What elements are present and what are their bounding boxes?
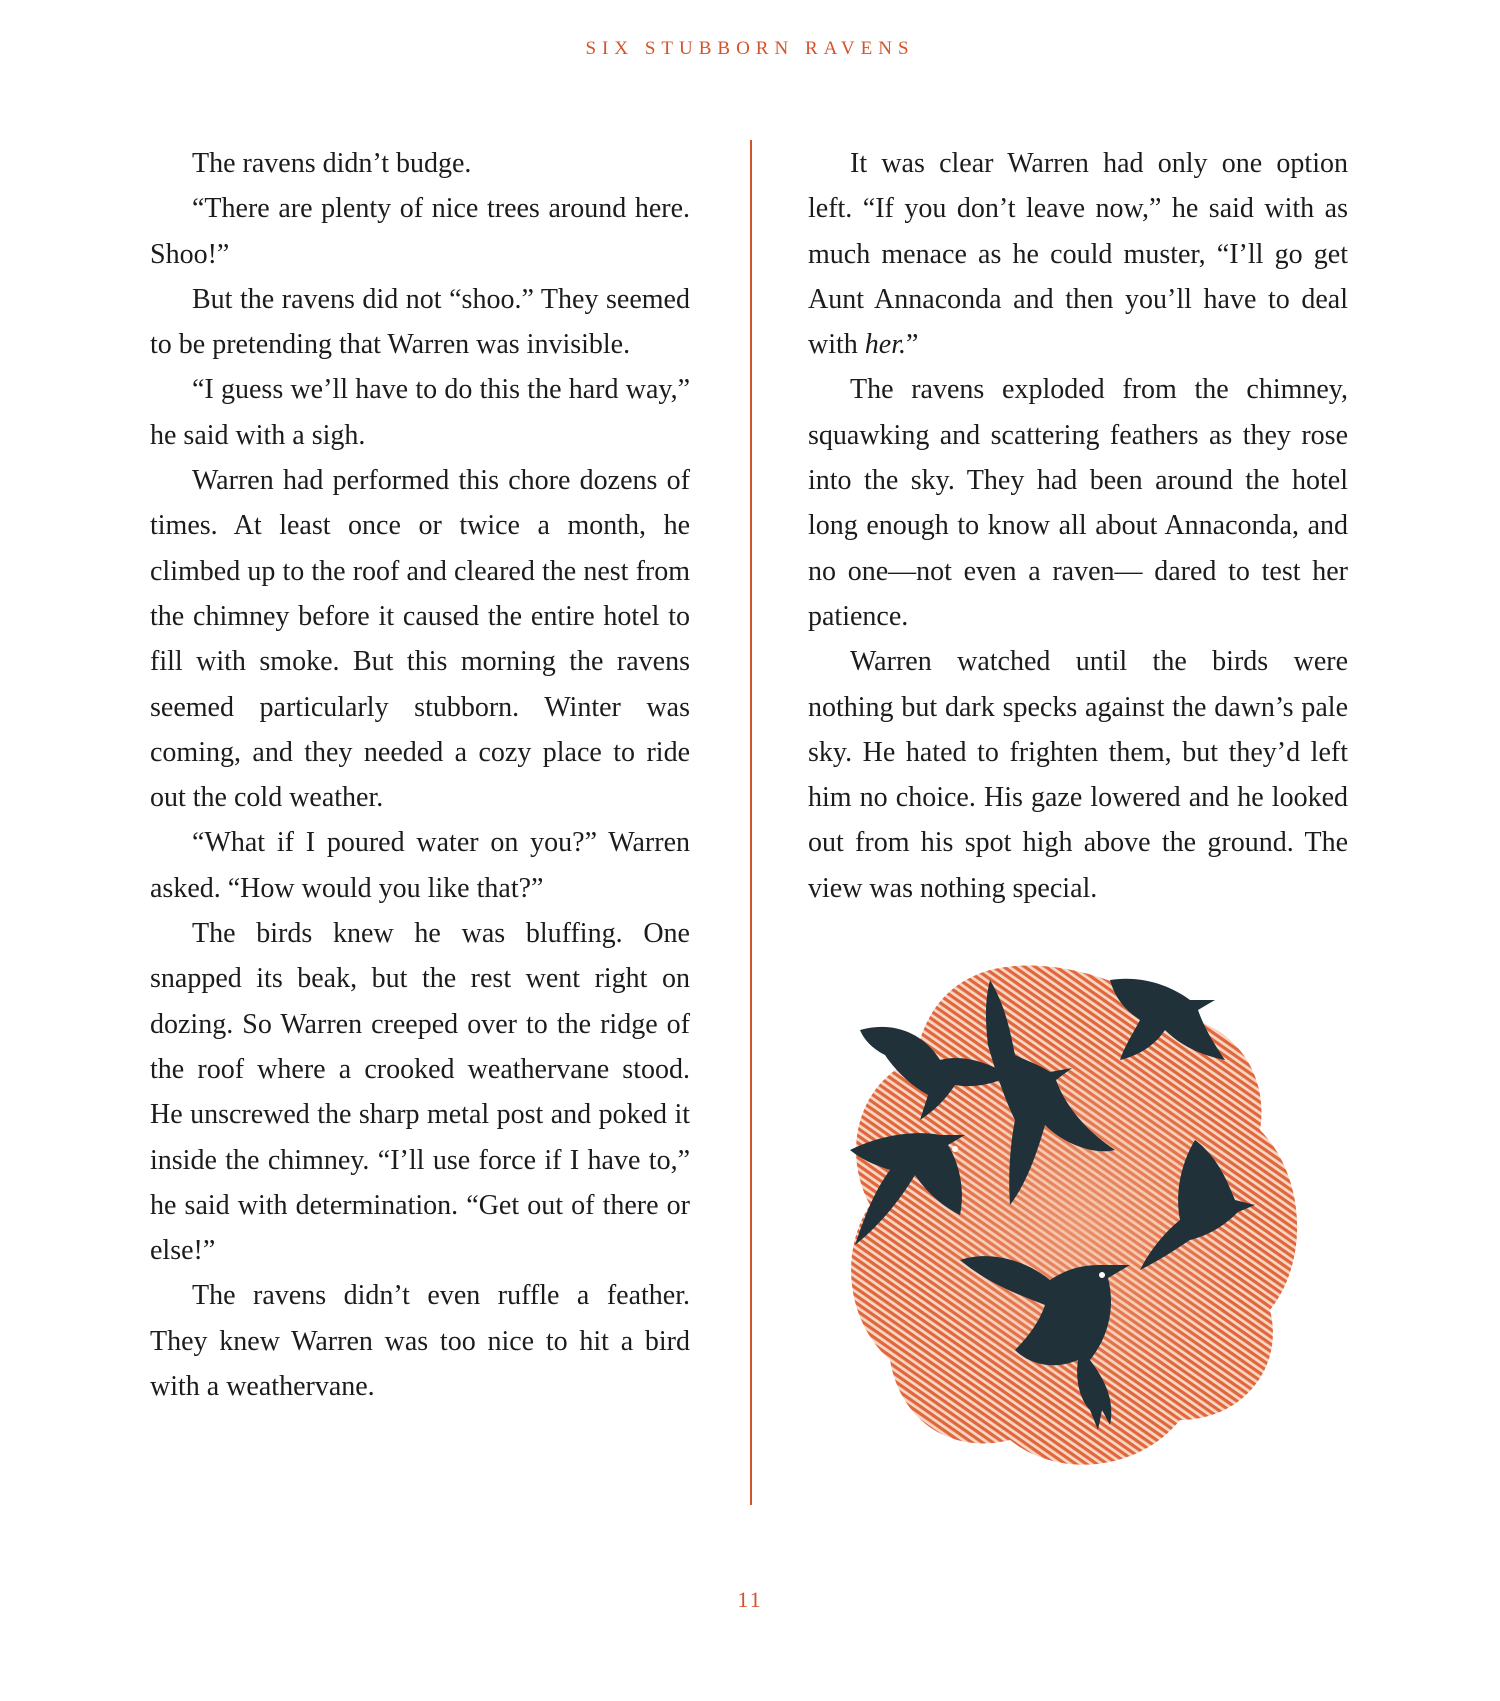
paragraph: Warren watched until the birds were nothing but dark specks against the dawn’s pale sky. He hated to frighten them, but they’d left him no choice. His gaze lowered and he looked out from his spot high above the ground. The view was nothing special. [808, 646, 1348, 904]
paragraph: The birds knew he was bluffing. One snapped its beak, but the rest went right on dozing. So Warren creeped over to the ridge of the roof where a crooked weathervane stood. He unscrewed the sharp metal post and poked it inside the chimney. “I’ll use force if I have to,” he said with determination. “Get out of there or else!” [150, 918, 690, 1267]
paragraph-text: ” [906, 329, 919, 361]
paragraph: “I guess we’ll have to do this the hard way,” he said with a sigh. [150, 374, 690, 451]
paragraph: But the ravens did not “shoo.” They seemed to be pretending that Warren was invisible. [150, 283, 690, 361]
left-text-column [150, 141, 690, 1409]
paragraph: Warren had performed this chore dozens of times. At least once or twice a month, he climbed up to the roof and cleared the nest from the chimney before it caused the entire hotel to fill with smoke. But this morning the ravens seemed particularly stubborn. Winter was coming, and they needed a cozy place to ride out the cold weather. [150, 465, 690, 814]
page-number: 11 [737, 1587, 763, 1612]
right-text-column [808, 141, 1348, 911]
emphasis-text: her. [864, 329, 907, 361]
paragraph: The ravens didn’t budge. [192, 148, 472, 179]
paragraph: “There are plenty of nice trees around here. Shoo!” [150, 193, 690, 270]
paragraph [808, 141, 1348, 367]
ravens-illustration [840, 960, 1320, 1490]
paragraph: “What if I poured water on you?” Warren asked. “How would you like that?” [150, 827, 690, 904]
running-head: SIX STUBBORN RAVENS [585, 38, 915, 59]
column-divider [750, 140, 752, 1505]
paragraph: The ravens didn’t even ruffle a feather. They knew Warren was too nice to hit a bird with a weathervane. [150, 1280, 690, 1403]
paragraph: The ravens exploded from the chimney, squawking and scattering feathers as they rose into the sky. They had been around the hotel long enough to know all about Annaconda, and no one—not even a raven— dared to test her patience. [808, 374, 1348, 632]
paragraph-text: It was clear Warren had only one option left. “If you don’t leave now,” he said with as much menace as he could muster, “I’ll go get Aunt Annaconda and then you’ll have to deal with [808, 148, 1348, 361]
